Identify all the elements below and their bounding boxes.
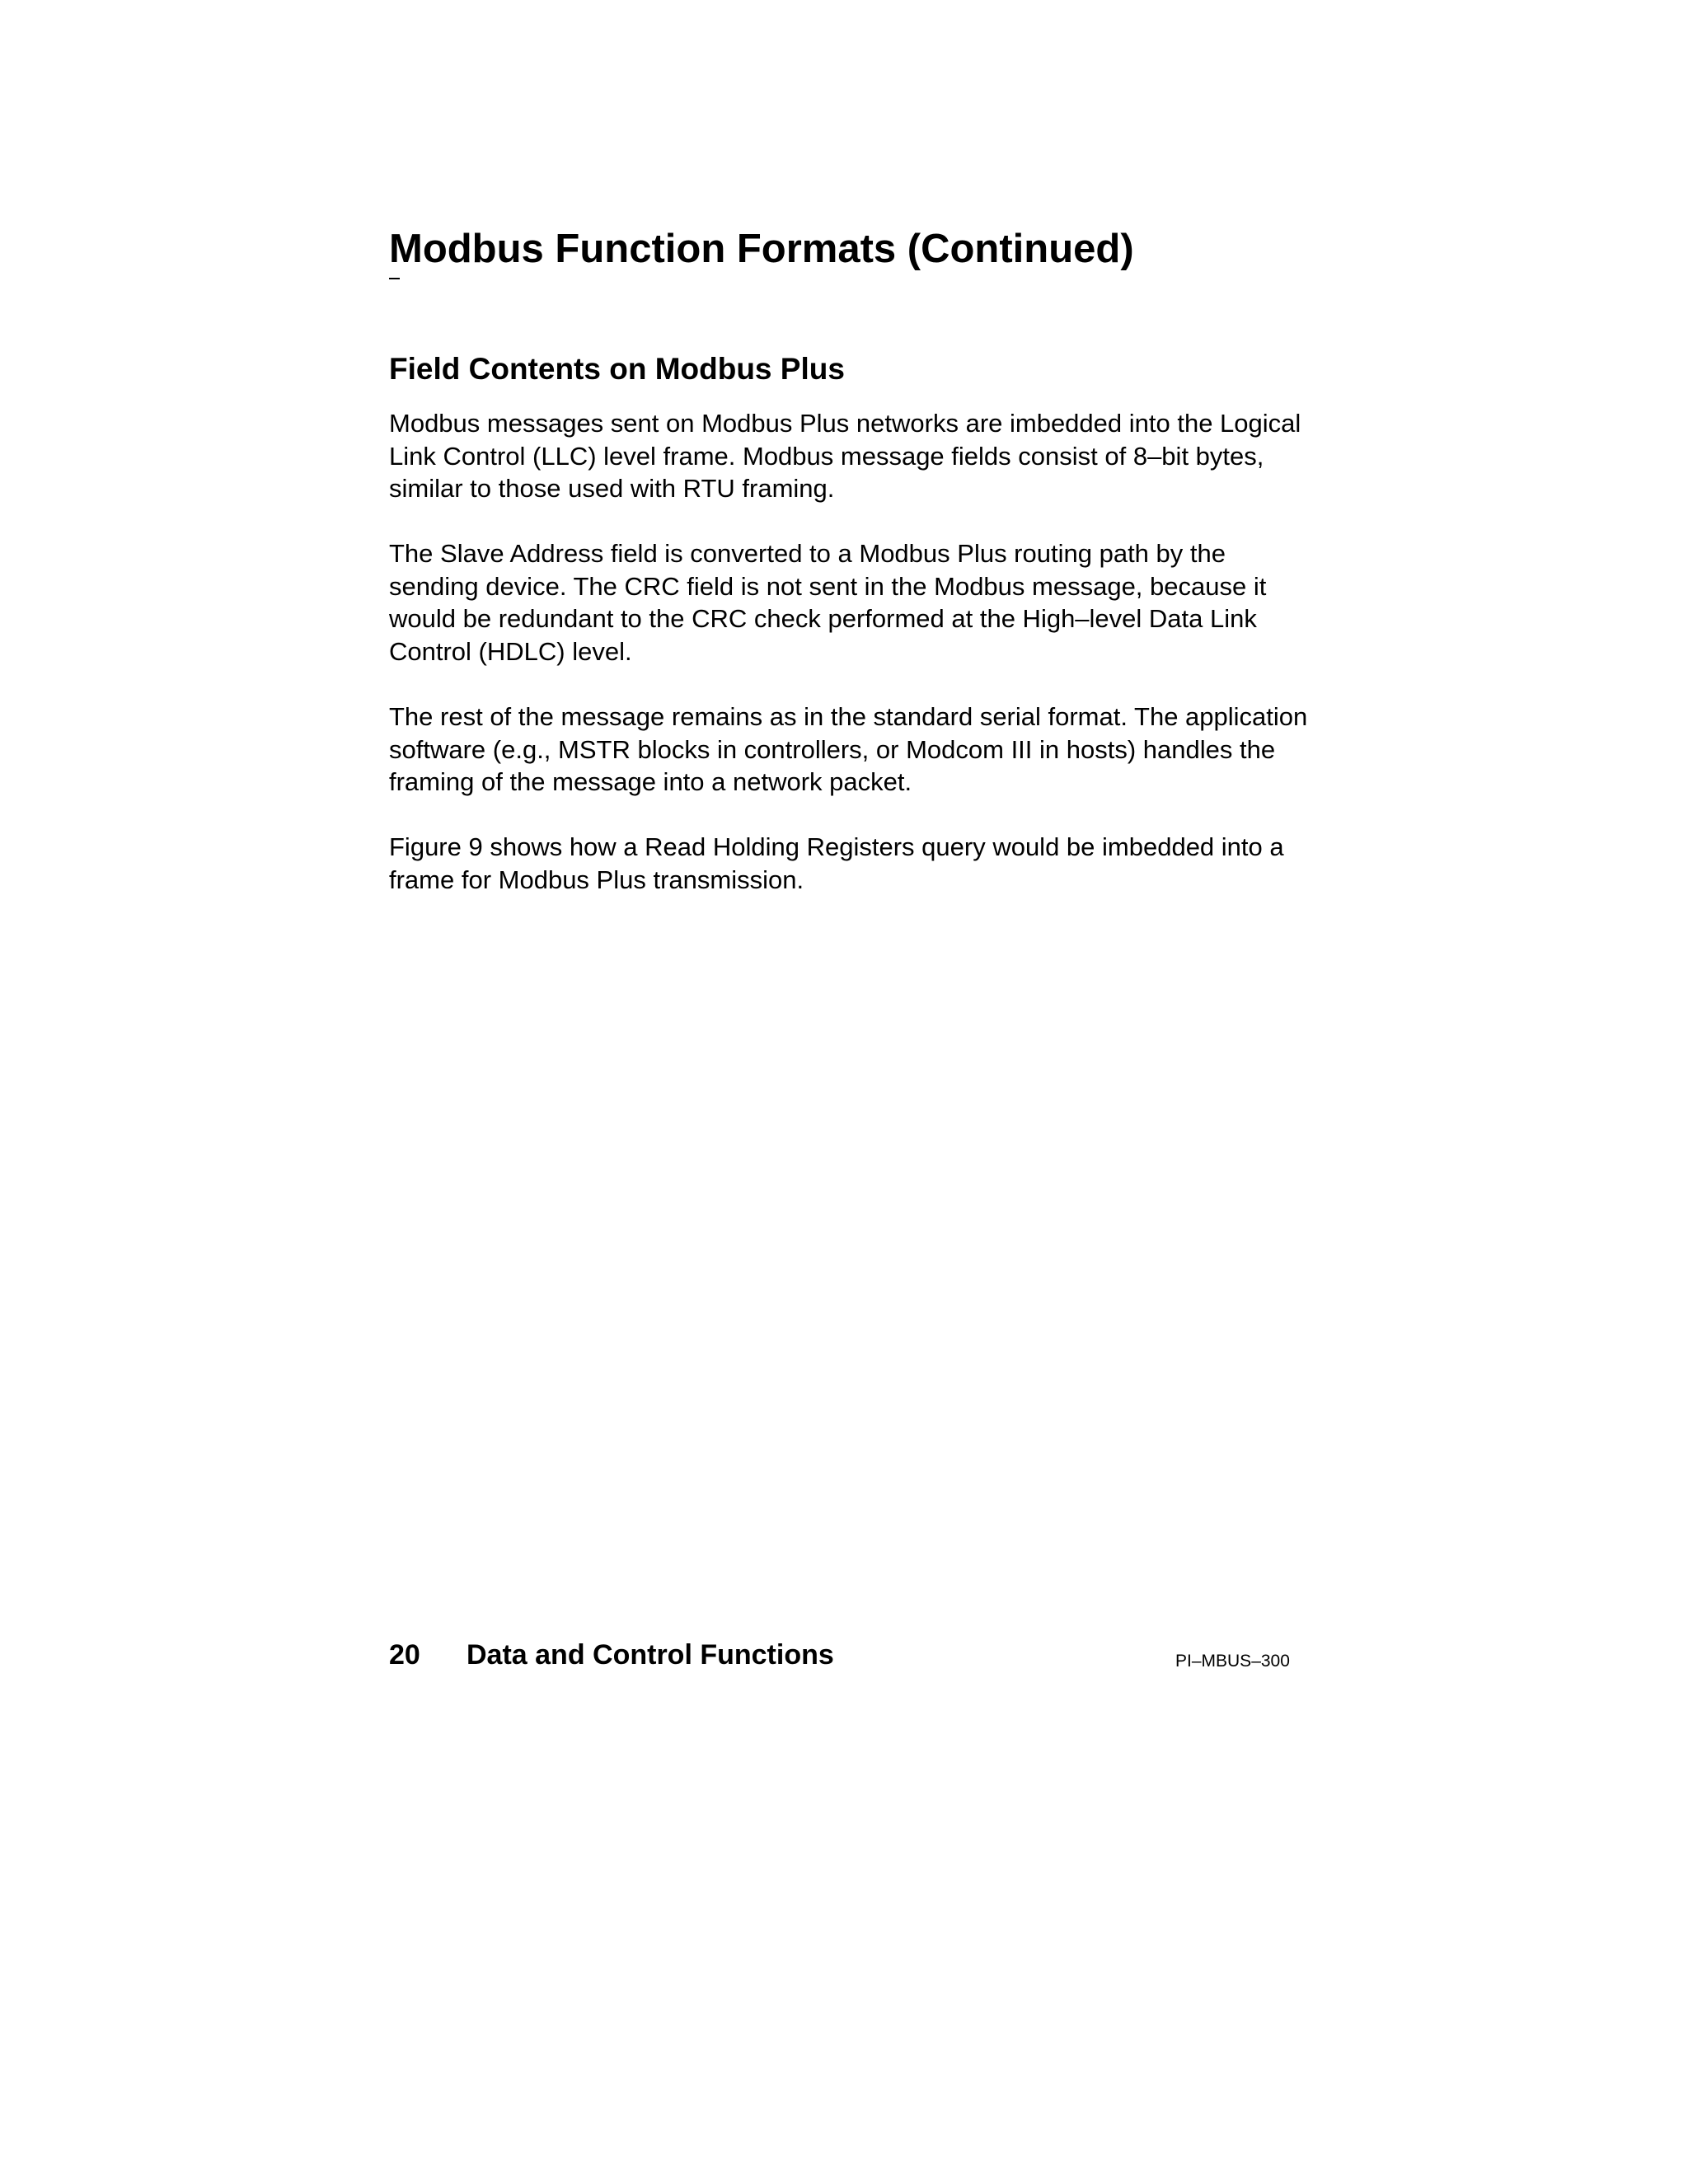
footer-page-number: 20 xyxy=(389,1639,420,1671)
paragraph-line: Control (HDLC) level. xyxy=(389,636,632,666)
paragraph-slave-address xyxy=(389,537,1266,668)
paragraph-line: software (e.g., MSTR blocks in controllers, or Modcom III in hosts) handles the xyxy=(389,734,1276,764)
footer-document-id: PI–MBUS–300 xyxy=(1175,1652,1290,1671)
paragraph-line: would be redundant to the CRC check performed at the High–level Data Link xyxy=(389,604,1257,633)
page-title: Modbus Function Formats (Continued) xyxy=(389,227,1134,271)
paragraph-llc-frame xyxy=(389,407,1301,505)
paragraph-line: The Slave Address field is converted to a Modbus Plus routing path by the xyxy=(389,539,1226,568)
paragraph-line: sending device. The CRC field is not sent in the Modbus message, because it xyxy=(389,571,1267,601)
paragraph-line: The rest of the message remains as in the standard serial format. The application xyxy=(389,702,1308,731)
paragraph-line: similar to those used with RTU framing. xyxy=(389,474,835,503)
section-heading: Field Contents on Modbus Plus xyxy=(389,352,845,386)
paragraph-line: Link Control (LLC) level frame. Modbus message fields consist of 8–bit bytes, xyxy=(389,441,1264,471)
paragraph-line: framing of the message into a network packet. xyxy=(389,767,912,796)
footer-chapter-title: Data and Control Functions xyxy=(467,1639,834,1671)
paragraph-line: frame for Modbus Plus transmission. xyxy=(389,865,804,894)
paragraph-figure-reference xyxy=(389,831,1284,896)
paragraph-line: Modbus messages sent on Modbus Plus networks are imbedded into the Logical xyxy=(389,409,1301,438)
paragraph-serial-format xyxy=(389,701,1307,799)
title-underline-mark xyxy=(389,278,400,279)
paragraph-line: Figure 9 shows how a Read Holding Registers query would be imbedded into a xyxy=(389,832,1284,861)
